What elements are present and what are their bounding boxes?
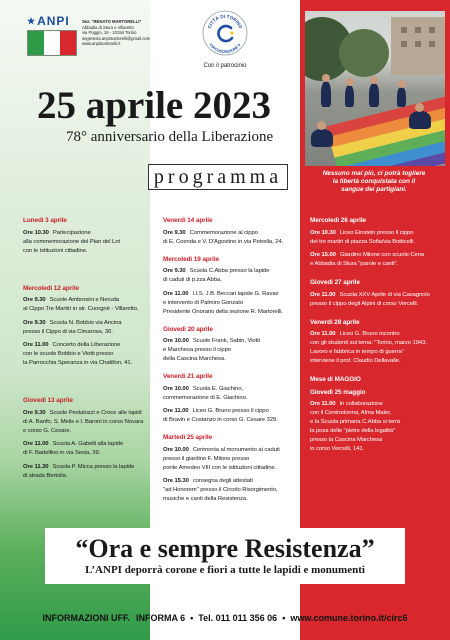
footer-website: www.comune.torino.it/circ6	[290, 613, 408, 623]
event-text: Giardino Milone con scuole Cena	[339, 252, 425, 258]
photo-window	[415, 41, 421, 47]
event-line	[163, 407, 300, 416]
event-time: Ore 9.30	[23, 319, 46, 326]
event-time: Ore 10.30	[23, 229, 49, 236]
event-line: di Bravin e Costanzo in corso G. Cesare 329.	[163, 417, 278, 423]
city-logo-top-text: CITTÀ DI TORINO	[206, 13, 244, 30]
day-heading: Mercoledì 26 aprile	[310, 217, 367, 224]
photo-person-head	[317, 121, 326, 130]
event	[163, 446, 300, 473]
event-text: Scuole Pestalozzi e Croce alle lapidi	[49, 409, 142, 416]
event-time: Ore 11.00	[23, 342, 49, 348]
event-time: Ore 11.00	[23, 441, 49, 447]
slogan-text: L’ANPI deporrà corone e fiori a tutte le lapidi e monumenti	[85, 564, 365, 576]
event-time: Ore 9.30	[163, 268, 186, 274]
event	[310, 291, 447, 309]
photo-person	[321, 81, 331, 107]
footer-info	[0, 612, 450, 624]
day-block	[23, 284, 161, 369]
event-line: e la Scuola primaria C.Abba si terrà	[310, 419, 401, 425]
event-text: Scuola A. Gabelli alla lapide	[52, 441, 124, 447]
poster-title: 25 aprile 2023	[37, 84, 271, 127]
event-time: Ore 15.00	[310, 252, 336, 258]
event-line: presso il Cippo di via Cimarosa, 30.	[23, 328, 113, 335]
event-text: Commemorazione al cippo	[189, 229, 258, 236]
event-line: della Cascina Marchesa.	[163, 356, 226, 362]
program-column-middle	[163, 216, 300, 504]
photo-window	[429, 41, 435, 47]
event	[23, 296, 161, 314]
event-line: la posa delle "pietre della legalità"	[310, 428, 396, 434]
section-area: Abbadia di Stura e Villaretto	[82, 24, 134, 30]
event-time: Ore 10.30	[310, 229, 336, 236]
section-email: segreteria.anpimartorelli@gmail.com	[82, 35, 151, 41]
photo-person	[345, 85, 354, 107]
day-block	[310, 318, 447, 367]
event-line: in corso Vercelli, 141.	[310, 446, 365, 452]
italian-flag-icon	[27, 30, 77, 56]
event-line: interviene il prof. Claudio Dellavalle.	[310, 358, 401, 364]
photo-window	[401, 27, 407, 33]
event-text: Liceo G. Bruno presso il cippo	[192, 408, 269, 414]
event-line: di E. Coenda e V. D'Agostino in via Petrella, 24.	[163, 238, 284, 245]
day-block	[23, 216, 161, 256]
section-name: Sez. "RENATO MARTORELLI"	[82, 19, 142, 24]
event	[23, 440, 161, 458]
event	[163, 229, 300, 247]
day-block	[23, 396, 161, 481]
day-block	[163, 216, 300, 247]
footer-office: INFORMAZIONI UFF.	[42, 613, 130, 623]
event-text: Scuola E. Giachino,	[192, 385, 244, 392]
citta-di-torino-logo	[201, 9, 249, 61]
anpi-logo	[27, 15, 77, 56]
event-line	[310, 330, 447, 339]
day-block	[163, 433, 300, 504]
star-icon: ★	[27, 16, 37, 26]
event	[23, 229, 161, 256]
event-text: Liceo Einstein presso il cippo	[339, 229, 414, 236]
event-text: Scuola C.Abba presso la lapide	[189, 268, 270, 274]
event-time: Ore 11.00	[310, 401, 336, 407]
day-heading: Giovedì 25 maggio	[310, 388, 366, 396]
event-line: la Parrocchia Speranza in via Chatillon, 41.	[23, 360, 133, 366]
event-line: con gli studenti sul tema: "Torino, marzo 1943.	[310, 340, 427, 346]
day-block	[163, 325, 300, 365]
event	[310, 251, 447, 269]
day-heading: Lunedì 3 aprile	[23, 217, 67, 224]
day-heading: Mercoledì 12 aprile	[23, 284, 80, 292]
event-time: Ore 9.30	[163, 229, 186, 236]
section-address: via Poggio, 16 - 10156 Torino	[82, 30, 137, 36]
day-heading: Giovedì 27 aprile	[310, 279, 360, 286]
footer-separator: •	[190, 613, 194, 623]
photo-caption	[300, 170, 448, 194]
footer-separator: •	[282, 613, 286, 623]
photo-person-head	[415, 103, 424, 112]
event	[163, 477, 300, 504]
event-line: presso il giardino F. Milone presso	[163, 455, 250, 462]
day-block	[163, 255, 300, 317]
day-block	[310, 216, 447, 269]
event-text: Scuola XXV Aprile di via Cavagnolo	[339, 291, 430, 298]
event	[310, 400, 447, 454]
event-line: con il Centrodonna, Alma Mater,	[310, 410, 392, 416]
event	[23, 319, 161, 337]
photo-tree	[339, 29, 389, 77]
photo-person-crouching	[409, 111, 431, 129]
event	[163, 290, 300, 317]
event-line: e Abbadia di Stura "parole e canti".	[310, 261, 399, 267]
event-line: di strada Bertolla.	[23, 472, 68, 479]
caption-line: sangue dei partigiani.	[341, 186, 407, 193]
section-website: www.anpimartorelli.it	[82, 41, 121, 47]
day-heading: Giovedì 20 aprile	[163, 325, 213, 333]
event	[163, 407, 300, 425]
event-text: In collaborazione	[339, 401, 383, 407]
event-time: Ore 10.00	[163, 446, 189, 453]
event-line	[163, 267, 300, 276]
event-line	[23, 440, 161, 449]
event	[163, 337, 300, 364]
day-block	[310, 375, 447, 454]
photo-person-head	[346, 78, 354, 86]
event-line	[163, 229, 300, 238]
event-line	[23, 296, 161, 305]
photo-person-head	[370, 76, 378, 84]
event-line: di caduti di p.zza Abba.	[163, 277, 222, 283]
event-line: con le scuole Bobbio e Viotti presso	[23, 351, 114, 357]
event	[310, 229, 447, 247]
event-line	[23, 409, 161, 418]
event-text: Cerimonia al monumento ai caduti	[192, 446, 280, 453]
event-time: Ore 11.00	[163, 408, 189, 414]
event	[23, 341, 161, 368]
day-heading: Giovedì 13 aprile	[23, 397, 73, 404]
event-line: presso la Cascina Marchesa	[310, 437, 383, 443]
footer-office-name: INFORMA 6	[135, 613, 186, 623]
event-line: presso il cippo degli Alpini di corso Vercelli.	[310, 300, 419, 307]
event-line	[23, 341, 161, 350]
event-text: Partecipazione	[52, 229, 91, 236]
poster-subtitle: 78° anniversario della Liberazione	[66, 129, 274, 145]
event-time: Ore 10.00	[163, 338, 189, 344]
event-line: dei tre martiri di piazza Sofia/via Botticelli.	[310, 238, 415, 245]
event	[310, 330, 447, 366]
photo-person-head	[398, 80, 406, 88]
day-heading: Venerdì 28 aprile	[310, 318, 360, 326]
event-line	[163, 446, 300, 455]
day-heading: Venerdì 14 aprile	[163, 217, 213, 224]
event-line: commemorazione di E. Giachino.	[163, 394, 248, 401]
event-line: al Cippo Tre Martiri in str. Cuorgnè - Villaretto.	[23, 306, 139, 312]
event	[23, 409, 161, 436]
event-time: Ore 10.00	[163, 385, 189, 392]
event-line	[310, 251, 447, 260]
event-line: alla commemorazione del Pian del Lot	[23, 238, 120, 245]
event-text: Liceo G. Bruno incontro	[339, 331, 400, 337]
event-line: ponte Amedeo VIII con le istituzioni cittadine.	[163, 464, 277, 471]
event-text: Scuole Ambrosini e Neruda	[49, 297, 120, 303]
event-line: con le istituzioni cittadine.	[23, 247, 88, 254]
event-text: Scuola N. Bobbio via Ancina	[49, 319, 122, 326]
month-heading: Mese di MAGGIO	[310, 376, 361, 383]
event-line	[163, 337, 300, 346]
event-time: Ore 15.30	[163, 478, 189, 484]
photo-person	[369, 83, 379, 107]
photo-window	[415, 27, 421, 33]
event-line	[163, 290, 300, 299]
commemoration-photo	[305, 11, 445, 166]
event-line: e intervento di Palmiro Gonzato	[163, 299, 244, 306]
event-line: "ad Honorem" presso il Circolo Risorgimento,	[163, 487, 278, 493]
event-line	[310, 291, 447, 300]
event-text: Concerto della Liberazione	[52, 342, 121, 348]
anpi-section-info	[82, 19, 162, 47]
anpi-logo-text: ANPI	[37, 14, 70, 28]
event-time: Ore 11.00	[163, 290, 189, 297]
event-line	[23, 229, 161, 238]
photo-window	[429, 27, 435, 33]
slogan-box	[45, 528, 405, 584]
footer-phone: Tel. 011 011 356 06	[198, 613, 278, 623]
event-line: di A. Banfo, S. Melis e I. Baroni in corso Novara	[23, 418, 144, 425]
event-line: e corso G. Cesare.	[23, 427, 71, 434]
program-label: programma	[148, 164, 288, 190]
slogan-title: “Ora e sempre Resistenza”	[75, 534, 375, 563]
event-time: Ore 9.30	[23, 409, 46, 416]
day-block	[163, 372, 300, 425]
event-text: I.I.S. J.B. Beccari lapide G. Ravaz	[192, 290, 279, 297]
event	[163, 267, 300, 285]
event-time: Ore 9.30	[23, 297, 46, 303]
event-line	[23, 463, 161, 472]
day-block	[310, 278, 447, 309]
event-text: Scuole Frank, Sabin, Viotti	[192, 338, 260, 344]
event-line	[163, 477, 300, 486]
event	[163, 385, 300, 403]
photo-person	[397, 87, 406, 107]
event-line	[310, 400, 447, 409]
event-line	[163, 385, 300, 394]
caption-line: Nessuno mai più, ci potrà togliere	[322, 170, 426, 177]
event-line	[310, 229, 447, 238]
event	[23, 463, 161, 481]
event-line: Presidente Onorario della sezione R. Martorelli.	[163, 308, 283, 315]
event-line: musiche e canti della Resistenza.	[163, 496, 248, 502]
event-line: Lavoro e fabbrica in tempo di guerra"	[310, 349, 404, 355]
event-line: e Marchesa presso il cippo	[163, 347, 231, 353]
city-logo-bottom-text: CIRCOSCRIZIONE 6	[208, 43, 242, 55]
event-time: Ore 11.00	[310, 291, 336, 298]
event-time: Ore 11.00	[310, 331, 336, 337]
program-column-right	[310, 216, 447, 454]
event-text: Scuola P. Micca presso la lapide	[52, 463, 135, 470]
day-heading: Mercoledì 19 aprile	[163, 255, 220, 263]
event-line: di F. Badellino in via Sesia, 39.	[23, 450, 101, 456]
photo-window	[401, 41, 407, 47]
anpi-logo-title	[27, 15, 77, 28]
photo-person-head	[322, 74, 330, 82]
patronage-label: Con il patrocinio	[203, 63, 247, 69]
program-column-left	[23, 216, 161, 481]
day-heading: Martedì 25 aprile	[163, 434, 213, 441]
event-line	[23, 319, 161, 328]
photo-person-crouching	[311, 129, 333, 147]
day-heading: Venerdì 21 aprile	[163, 373, 213, 380]
event-text: consegna degli attestati	[192, 478, 253, 484]
event-time: Ore 11.30	[23, 463, 49, 470]
caption-line: la libertà conquistata con il	[332, 178, 416, 185]
